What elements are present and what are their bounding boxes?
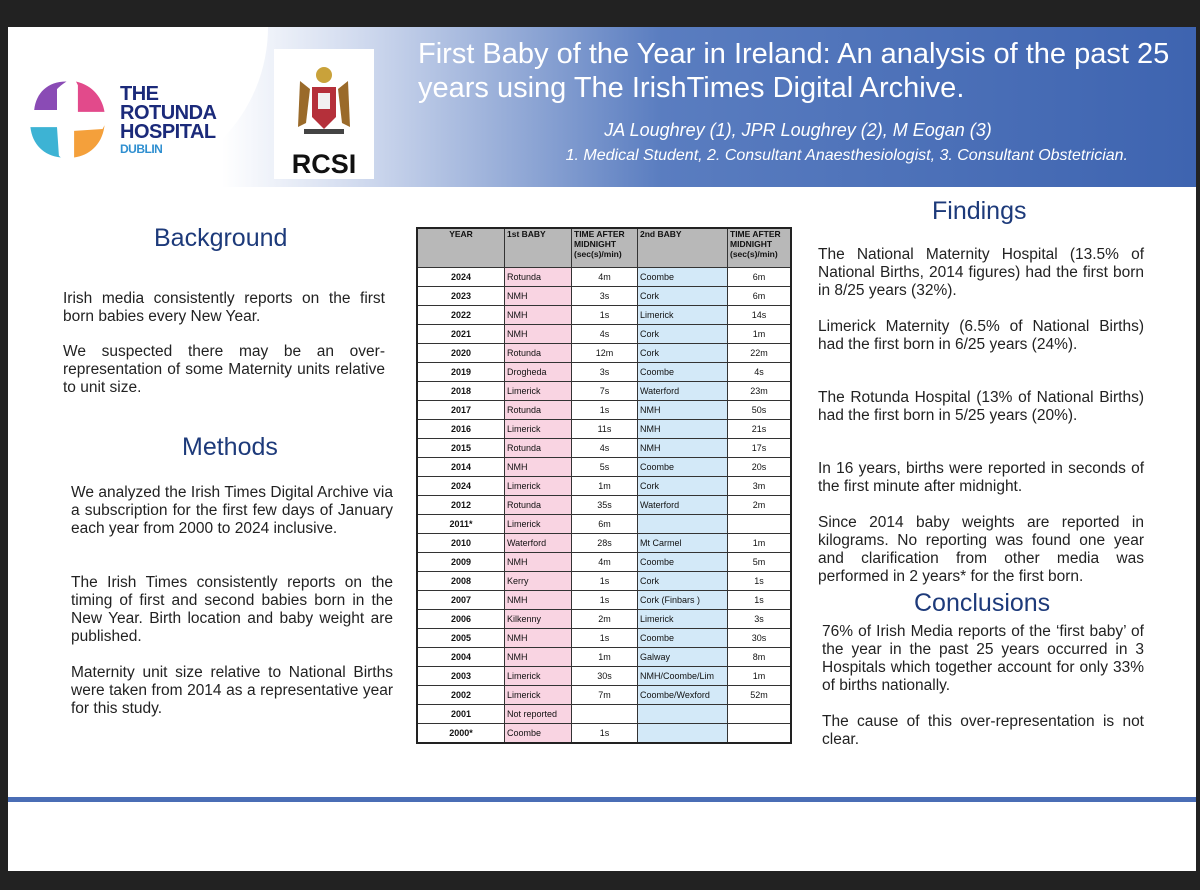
cell-time-2: 30s [728,629,792,648]
cell-year: 2012 [417,496,505,515]
cell-year: 2024 [417,477,505,496]
cell-second-baby: Coombe [638,268,728,287]
cell-time-1: 1s [572,306,638,325]
cell-second-baby: Cork [638,572,728,591]
findings-heading: Findings [932,197,1027,225]
table-row [417,686,791,705]
cell-time-1: 4s [572,439,638,458]
cell-second-baby: Coombe [638,629,728,648]
cell-year: 2005 [417,629,505,648]
cell-time-1: 4m [572,553,638,572]
cell-time-1: 11s [572,420,638,439]
cell-time-2: 3m [728,477,792,496]
conclusions-paragraph-1: 76% of Irish Media reports of the ‘first baby’ of the year in the past 25 years occurred in 3 Hospitals which together account for only 33% of births nationally. [822,623,1144,694]
cell-time-2: 50s [728,401,792,420]
cell-first-baby: NMH [505,325,572,344]
header-banner [8,27,1196,187]
cell-time-2: 17s [728,439,792,458]
table-row [417,705,791,724]
cell-year: 2009 [417,553,505,572]
rcsi-logo [274,49,374,179]
cell-second-baby: Coombe [638,553,728,572]
cell-time-1: 4m [572,268,638,287]
cell-year: 2002 [417,686,505,705]
table-row [417,268,791,287]
cell-first-baby: Waterford [505,534,572,553]
cell-time-2: 1s [728,572,792,591]
table-header-row [417,228,791,268]
cell-time-2: 2m [728,496,792,515]
cell-second-baby: NMH [638,439,728,458]
affiliations: 1. Medical Student, 2. Consultant Anaesthesiologist, 3. Consultant Obstetrician. [565,147,1128,164]
cell-second-baby: Waterford [638,382,728,401]
cell-time-2 [728,724,792,744]
cell-year: 2016 [417,420,505,439]
cell-first-baby: Kerry [505,572,572,591]
cell-first-baby: Limerick [505,667,572,686]
cell-time-2: 6m [728,287,792,306]
cell-time-2: 5m [728,553,792,572]
cell-time-1: 1s [572,401,638,420]
cell-first-baby: NMH [505,648,572,667]
cell-time-1: 2m [572,610,638,629]
cell-second-baby: Cork [638,344,728,363]
cell-year: 2020 [417,344,505,363]
cell-first-baby: NMH [505,306,572,325]
cell-second-baby: NMH [638,401,728,420]
cell-second-baby: Limerick [638,610,728,629]
cell-second-baby [638,724,728,744]
table-row [417,287,791,306]
cell-time-1: 5s [572,458,638,477]
cell-second-baby: Cork [638,325,728,344]
cell-first-baby: Coombe [505,724,572,744]
cell-time-2 [728,515,792,534]
cell-second-baby: NMH/Coombe/Lim [638,667,728,686]
cell-time-1: 1s [572,724,638,744]
cell-year: 2011* [417,515,505,534]
cell-year: 2019 [417,363,505,382]
cell-first-baby: Rotunda [505,344,572,363]
findings-paragraph-5: Since 2014 baby weights are reported in kilograms. No reporting was found one year and clarification from other media was performed in 2 years* for the first born. [818,514,1144,585]
cell-year: 2014 [417,458,505,477]
cell-first-baby: NMH [505,591,572,610]
table-row [417,629,791,648]
cell-year: 2018 [417,382,505,401]
table-row [417,534,791,553]
cell-second-baby: Coombe/Wexford [638,686,728,705]
cell-time-2: 23m [728,382,792,401]
cell-time-1: 1s [572,591,638,610]
cell-first-baby: Not reported [505,705,572,724]
cell-time-1: 3s [572,287,638,306]
cell-time-2: 4s [728,363,792,382]
methods-paragraph-1: We analyzed the Irish Times Digital Archive via a subscription for the first few days of January each year from 2000 to 2024 inclusive. [71,484,393,537]
table-body [417,268,791,744]
cell-time-1: 1m [572,477,638,496]
cell-first-baby: NMH [505,287,572,306]
cell-time-1: 12m [572,344,638,363]
methods-paragraph-2: The Irish Times consistently reports on the timing of first and second babies born in the New Year. Birth location and baby weight are published. [71,574,393,645]
cell-year: 2023 [417,287,505,306]
table-row [417,515,791,534]
methods-heading: Methods [182,433,278,461]
cell-time-2: 20s [728,458,792,477]
header-time-2: TIME AFTER MIDNIGHT (sec(s)/min) [728,228,792,268]
findings-paragraph-4: In 16 years, births were reported in seconds of the first minute after midnight. [818,460,1144,495]
authors: JA Loughrey (1), JPR Loughrey (2), M Eogan (3) [604,120,992,140]
cell-year: 2001 [417,705,505,724]
cell-second-baby [638,515,728,534]
cell-time-1: 1m [572,648,638,667]
header-first-baby: 1st BABY [505,228,572,268]
cell-second-baby: Galway [638,648,728,667]
cell-second-baby: Mt Carmel [638,534,728,553]
cell-second-baby: Cork (Finbars ) [638,591,728,610]
cell-first-baby: Rotunda [505,401,572,420]
cell-second-baby: Coombe [638,363,728,382]
cell-time-2 [728,705,792,724]
cell-year: 2003 [417,667,505,686]
rotunda-hospital-logo-icon [14,72,119,167]
background-paragraph-1: Irish media consistently reports on the first born babies every New Year. [63,290,385,325]
table-row [417,458,791,477]
cell-year: 2007 [417,591,505,610]
cell-time-1: 6m [572,515,638,534]
table-row [417,306,791,325]
cell-time-1: 35s [572,496,638,515]
cell-first-baby: Limerick [505,515,572,534]
table-row [417,363,791,382]
cell-year: 2017 [417,401,505,420]
conclusions-heading: Conclusions [914,589,1051,617]
cell-time-2: 6m [728,268,792,287]
table-row [417,572,791,591]
cell-year: 2022 [417,306,505,325]
table-row [417,325,791,344]
cell-time-2: 1m [728,534,792,553]
cell-year: 2000* [417,724,505,744]
findings-paragraph-2: Limerick Maternity (6.5% of National Births) had the first born in 6/25 years (24%). [818,318,1144,353]
methods-paragraph-3: Maternity unit size relative to National Births were taken from 2014 as a representative year for this study. [71,664,393,717]
footer-bar [8,797,1196,802]
cell-time-1: 7s [572,382,638,401]
cell-time-1: 1s [572,629,638,648]
cell-time-1: 28s [572,534,638,553]
header-time-1: TIME AFTER MIDNIGHT (sec(s)/min) [572,228,638,268]
cell-time-1: 3s [572,363,638,382]
cell-first-baby: Limerick [505,686,572,705]
cell-time-2: 8m [728,648,792,667]
cell-year: 2021 [417,325,505,344]
poster-title: First Baby of the Year in Ireland: An analysis of the past 25 years using The IrishTimes Digital Archive. [418,38,1170,104]
table-row [417,420,791,439]
cell-first-baby: NMH [505,629,572,648]
cell-year: 2024 [417,268,505,287]
cell-first-baby: Limerick [505,382,572,401]
poster [8,27,1196,871]
cell-second-baby: Waterford [638,496,728,515]
cell-time-2: 14s [728,306,792,325]
header-second-baby: 2nd BABY [638,228,728,268]
rcsi-crest-icon [294,59,354,139]
cell-first-baby: Kilkenny [505,610,572,629]
background-paragraph-2: We suspected there may be an over-representation of some Maternity units relative to unit size. [63,343,385,396]
cell-second-baby [638,705,728,724]
cell-second-baby: Coombe [638,458,728,477]
cell-year: 2008 [417,572,505,591]
table-row [417,553,791,572]
cell-first-baby: Drogheda [505,363,572,382]
conclusions-paragraph-2: The cause of this over-representation is not clear. [822,713,1144,748]
cell-time-2: 52m [728,686,792,705]
table-row [417,401,791,420]
cell-time-1: 1s [572,572,638,591]
logo-line-4: DUBLIN [120,142,163,156]
cell-first-baby: Rotunda [505,439,572,458]
cell-time-2: 22m [728,344,792,363]
cell-time-2: 1s [728,591,792,610]
logo-line-2: ROTUNDA [120,102,217,124]
rotunda-wordmark [120,85,217,156]
cell-time-1: 30s [572,667,638,686]
cell-first-baby: Rotunda [505,496,572,515]
table-row [417,344,791,363]
findings-paragraph-1: The National Maternity Hospital (13.5% of National Births, 2014 figures) had the first born in 8/25 years (32%). [818,246,1144,299]
cell-time-2: 21s [728,420,792,439]
table-row [417,724,791,744]
cell-time-2: 1m [728,325,792,344]
header-year: YEAR [417,228,505,268]
background-heading: Background [154,224,288,252]
cell-time-1: 4s [572,325,638,344]
table-row [417,439,791,458]
cell-first-baby: NMH [505,458,572,477]
first-baby-table [416,227,792,744]
cell-first-baby: Limerick [505,420,572,439]
findings-paragraph-3: The Rotunda Hospital (13% of National Births) had the first born in 5/25 years (20%). [818,389,1144,424]
table-row [417,382,791,401]
logo-line-3: HOSPITAL [120,121,216,143]
table-row [417,496,791,515]
cell-second-baby: Cork [638,287,728,306]
rcsi-label: RCSI [291,149,357,179]
cell-year: 2015 [417,439,505,458]
cell-year: 2006 [417,610,505,629]
cell-year: 2004 [417,648,505,667]
table-row [417,591,791,610]
cell-time-2: 1m [728,667,792,686]
logo-line-1: THE [120,83,159,105]
table-row [417,667,791,686]
cell-time-1 [572,705,638,724]
cell-second-baby: NMH [638,420,728,439]
table-row [417,648,791,667]
cell-time-1: 7m [572,686,638,705]
cell-second-baby: Cork [638,477,728,496]
cell-first-baby: NMH [505,553,572,572]
table-row [417,477,791,496]
cell-year: 2010 [417,534,505,553]
cell-first-baby: Limerick [505,477,572,496]
cell-time-2: 3s [728,610,792,629]
table-row [417,610,791,629]
cell-second-baby: Limerick [638,306,728,325]
cell-first-baby: Rotunda [505,268,572,287]
